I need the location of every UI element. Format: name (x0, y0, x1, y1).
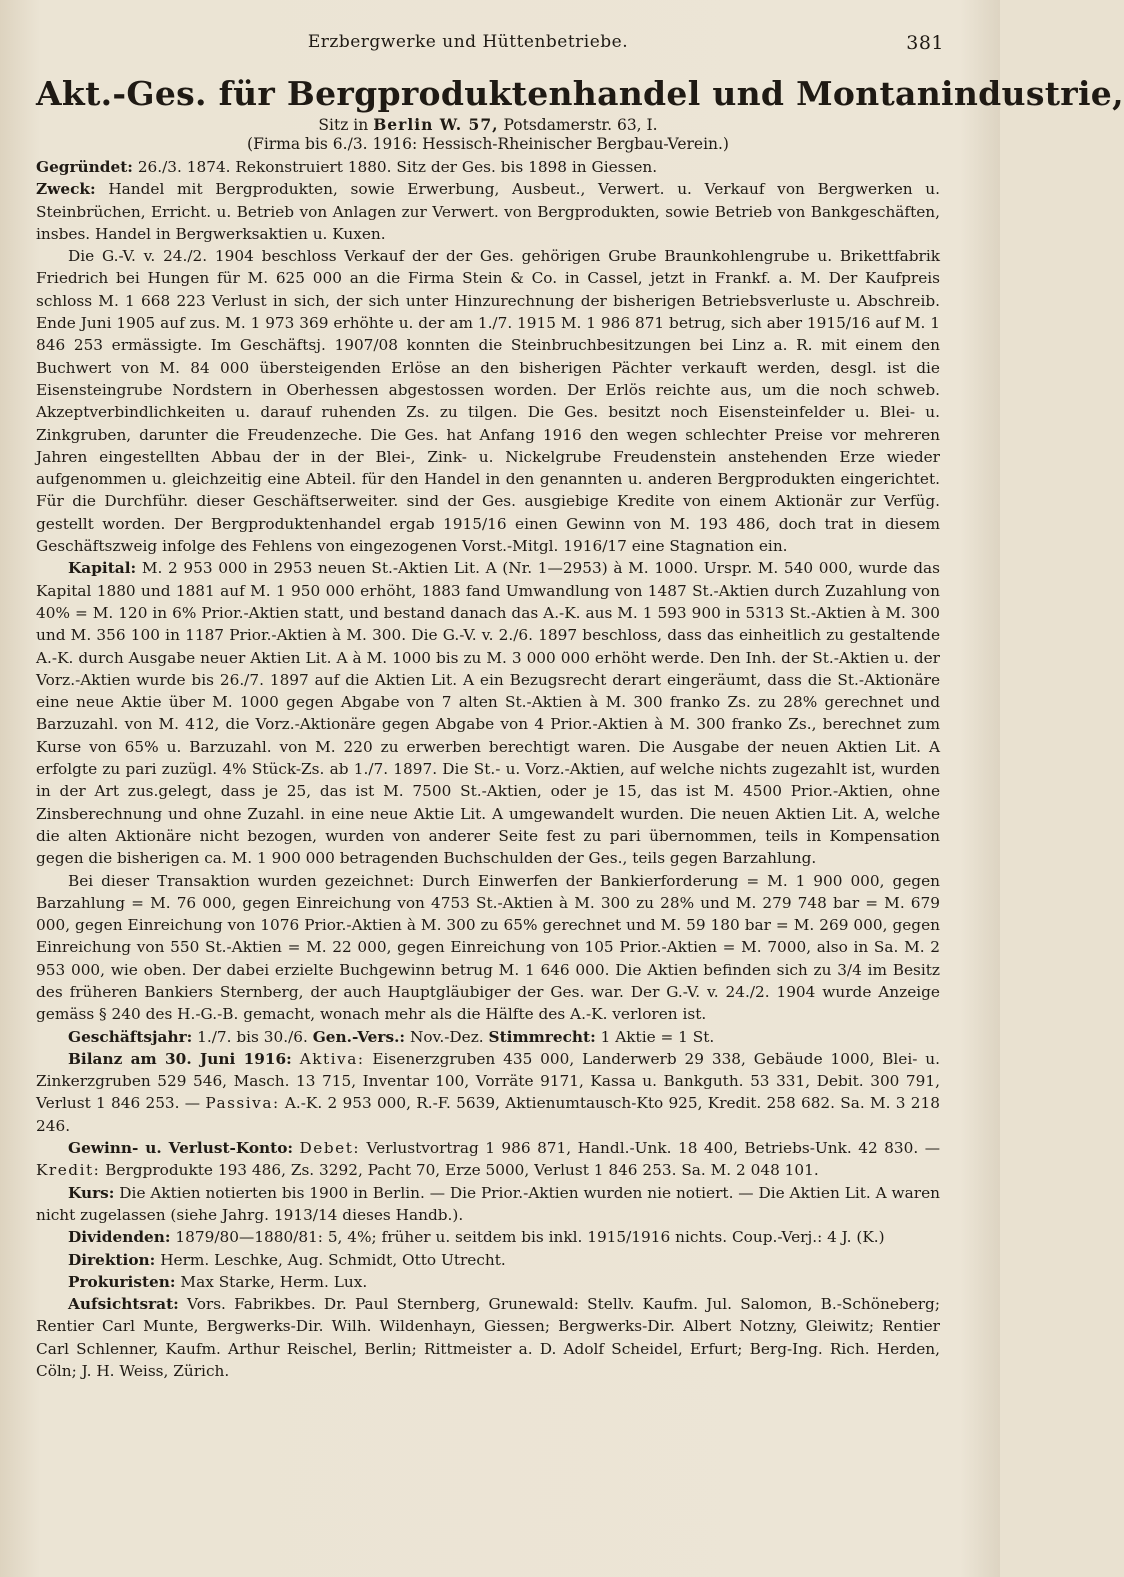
text-kredit: Bergprodukte 193 486, Zs. 3292, Pacht 70, Erze 5000, Verlust 1 846 253. Sa. M. 2 048 101. (105, 1161, 819, 1180)
paragraph-zweck (36, 178, 940, 245)
label-bilanz: Bilanz am 30. Juni 1916: (68, 1049, 292, 1068)
label-gegruendet: Gegründet: (36, 158, 133, 176)
label-guv: Gewinn- u. Verlust-Konto: (68, 1139, 294, 1158)
running-head: Erzbergwerke und Hüttenbetriebe. (307, 32, 629, 52)
paragraph-history: Die G.-V. v. 24./2. 1904 beschloss Verkauf der der Ges. gehörigen Grube Braunkohlengrube u. Brikettfabrik Friedrich bei Hungen für M. 625 000 an die Firma Stein & Co. in Cassel, jetzt in Frankf. a. M. Der Kaufpreis schloss M. 1 668 223 Verlust in sich, der sich unter Hinzurechnung der bisherigen Betriebsverluste u. Abschreib. Ende Juni 1905 auf zus. M. 1 973 369 erhöhte u. der am 1./7. 1915 M. 1 986 871 betrug, sich aber 1915/16 auf M. 1 846 253 ermässigte. Im Geschäftsj. 1907/08 konnten die Steinbruchbesitzungen bei Linz a. R. mit einem den Buchwert von M. 84 000 übersteigenden Erlöse an den bisherigen Pächter verkauft werden, desgl. ist die Eisensteingrube Nordstern in Oberhessen abgestossen worden. Der Erlös reichte aus, um die noch schweb. Akzeptverbindlichkeiten u. darauf ruhenden Zs. zu tilgen. Die Ges. besitzt noch Eisensteinfelder u. Blei- u. Zinkgruben, darunter die Freudenzeche. Die Ges. hat Anfang 1916 den wegen schlechter Preise vor mehreren Jahren eingestellten Abbau der in der Blei-, Zink- u. Nickelgrube Freudenstein anstehenden Erze wieder aufgenommen u. gleichzeitig eine Abteil. für den Handel in den genannten u. anderen Bergprodukten eingerichtet. Für die Durchführ. dieser Geschäftserweiter. sind der Ges. ausgiebige Kredite von einem Aktionär zur Verfüg. gestellt worden. Der Bergproduktenhandel ergab 1915/16 einen Gewinn von M. 193 486, doch trat in diesem Geschäftszweig infolge des Fehlens von eingezogenen Vorst.-Mitgl. 1916/17 eine Stagnation ein. (36, 247, 940, 556)
label-kapital: Kapital: (68, 559, 137, 578)
label-zweck: Zweck: (36, 180, 96, 199)
text-dividenden: 1879/80—1880/81: 5, 4%; früher u. seitdem bis inkl. 1915/1916 nichts. Coup.-Verj.: 4 J. (K.) (175, 1228, 885, 1247)
paragraph-bilanz (36, 1048, 940, 1137)
label-dividenden: Dividenden: (68, 1228, 171, 1247)
former-firm: (Firma bis 6./3. 1916: Hessisch-Rheinischer Bergbau-Verein.) (247, 135, 729, 153)
label-aufsichtsrat: Aufsichtsrat: (68, 1295, 179, 1314)
paragraph-guv (36, 1137, 940, 1182)
body-text (36, 156, 940, 1382)
paragraph-dividenden (36, 1226, 940, 1248)
company-seat (36, 115, 940, 135)
paragraph-direktion (36, 1249, 940, 1271)
label-kurs: Kurs: (68, 1183, 115, 1202)
label-passiva: Passiva: (205, 1094, 280, 1113)
paragraph-prokuristen (36, 1271, 940, 1293)
text-kurs: Die Aktien notierten bis 1900 in Berlin. — Die Prior.-Aktien wurden nie notiert. — Die Aktien Lit. A waren nicht zugelassen (siehe Jahrg. 1913/14 dieses Handb.). (36, 1183, 940, 1224)
paragraph-gegruendet (36, 156, 940, 178)
seat-prefix: Sitz in (318, 116, 369, 134)
paragraph-kapital (36, 557, 940, 869)
text-aufsichtsrat: Vors. Fabrikbes. Dr. Paul Sternberg, Grunewald: Stellv. Kaufm. Jul. Salomon, B.-Schöneberg; Rentier Carl Munte, Bergwerks-Dir. Wilh. Wildenhayn, Giessen; Bergwerks-Dir. Albert Notzny, Gleiwitz; Rentier Carl Schlenner, Kaufm. Arthur Reischel, Berlin; Rittmeister a. D. Adolf Scheidel, Erfurt; Berg-Ing. Rich. Herden, Cöln; J. H. Weiss, Zürich. (36, 1295, 940, 1381)
text-kapital: M. 2 953 000 in 2953 neuen St.-Aktien Lit. A (Nr. 1—2953) à M. 1000. Urspr. M. 540 000, wurde das Kapital 1880 und 1881 auf M. 1 950 000 erhöht, 1883 fand Umwandlung von 1487 St.-Aktien durch Zuzahlung von 40% = M. 120 in 6% Prior.-Aktien statt, und bestand danach das A.-K. aus M. 1 593 900 in 5313 St.-Aktien à M. 300 und M. 356 100 in 1187 Prior.-Aktien à M. 300. Die G.-V. v. 2./6. 1897 beschloss, dass das einheitlich zu gestaltende A.-K. durch Ausgabe neuer Aktien Lit. A à M. 1000 bis zu M. 3 000 000 erhöht werde. Den Inh. der St.-Aktien u. der Vorz.-Aktien wurde bis 26./7. 1897 auf die Aktien Lit. A ein Bezugsrecht derart eingeräumt, dass die St.-Aktionäre eine neue Aktie über M. 1000 gegen Abgabe von 7 alten St.-Aktien à M. 300 franko Zs. zu 28% gerechnet und Barzuzahl. von M. 412, die Vorz.-Aktionäre gegen Abgabe von 4 Prior.-Aktien à M. 300 franko Zs., berechnet zum Kurse von 65% u. Barzuzahl. von M. 220 zu erwerben berechtigt waren. Die Ausgabe der neuen Aktien Lit. A erfolgte zu pari zuzügl. 4% Stück-Zs. ab 1./7. 1897. Die St.- u. Vorz.-Aktien, auf welche nichts zugezahlt ist, wurden in der Art zus.gelegt, dass je 25, das ist M. 7500 St.-Aktien, oder je 15, das ist M. 4500 Prior.-Aktien, ohne Zinsberechnung und ohne Zuzahl. in eine neue Aktie Lit. A umgewandelt wurden. Die neuen Aktien Lit. A, welche die alten Aktionäre nicht bezogen, wurden von anderer Seite fest zu pari übernommen, teils in Kompensation gegen die bisherigen ca. M. 1 900 000 betragenden Buchschulden der Ges., teils gegen Barzahlung. (36, 559, 940, 868)
label-genvers: Gen.-Vers.: (312, 1027, 406, 1046)
text-prokuristen: Max Starke, Herm. Lux. (180, 1272, 368, 1291)
text-zweck: Handel mit Bergprodukten, sowie Erwerbung, Ausbeut., Verwert. u. Verkauf von Bergwerken u. Steinbrüchen, Erricht. u. Betrieb von Anlagen zur Verwert. von Bergprodukten, sowie Betrieb von Bankgeschäften, insbes. Handel in Bergwerksaktien u. Kuxen. (36, 180, 940, 243)
text-stimmrecht: 1 Aktie = 1 St. (600, 1027, 715, 1046)
seat-address: Potsdamerstr. 63, I. (503, 116, 658, 134)
text-debet: Verlustvortrag 1 986 871, Handl.-Unk. 18 400, Betriebs-Unk. 42 830. — (366, 1139, 940, 1158)
text-geschaeftsjahr: 1./7. bis 30./6. (197, 1027, 308, 1046)
label-direktion: Direktion: (68, 1250, 156, 1269)
label-prokuristen: Prokuristen: (68, 1272, 176, 1291)
label-aktiva: Aktiva: (299, 1049, 365, 1068)
paragraph-aufsichtsrat (36, 1293, 940, 1382)
label-stimmrecht: Stimmrecht: (488, 1027, 596, 1046)
label-geschaeftsjahr: Geschäftsjahr: (68, 1027, 193, 1046)
text-genvers: Nov.-Dez. (409, 1027, 484, 1046)
seat-city: Berlin W. 57, (373, 115, 499, 134)
text-gegruendet: 26./3. 1874. Rekonstruiert 1880. Sitz der Ges. bis 1898 in Giessen. (137, 158, 658, 176)
page-number: 381 (906, 32, 944, 54)
text-passiva: A.-K. 2 953 000, R.-F. 5639, Aktienumtausch-Kto 925, Kredit. 258 682. Sa. M. 3 218 246. (36, 1094, 940, 1135)
paragraph-geschaeftsjahr (36, 1026, 940, 1048)
text-direktion: Herm. Leschke, Aug. Schmidt, Otto Utrecht. (160, 1250, 506, 1269)
paragraph-kurs (36, 1182, 940, 1227)
page-header (36, 26, 944, 66)
label-kredit: Kredit: (36, 1161, 101, 1180)
label-debet: Debet: (299, 1139, 361, 1158)
paragraph-transaktion: Bei dieser Transaktion wurden gezeichnet: Durch Einwerfen der Bankierforderung = M. 1 900 000, gegen Barzahlung = M. 76 000, gegen Einreichung von 4753 St.-Aktien à M. 300 zu 28% und M. 279 748 bar = M. 679 000, gegen Einreichung von 1076 Prior.-Aktien à M. 300 zu 65% gerechnet und M. 59 180 bar = M. 269 000, gegen Einreichung von 550 St.-Aktien = M. 22 000, gegen Einreichung von 105 Prior.-Aktien = M. 7000, also in Sa. M. 2 953 000, wie oben. Der dabei erzielte Buchgewinn betrug M. 1 646 000. Die Aktien befinden sich zu 3/4 im Besitz des früheren Bankiers Sternberg, der auch Hauptgläubiger der Ges. war. Der G.-V. v. 24./2. 1904 wurde Anzeige gemäss § 240 des H.-G.-B. gemacht, wonach mehr als die Hälfte des A.-K. verloren ist. (36, 871, 940, 1024)
company-title: Akt.-Ges. für Bergproduktenhandel und Montanindustrie, (36, 74, 1124, 113)
text-aktiva: Eisenerzgruben 435 000, Landerwerb 29 338, Gebäude 1000, Blei- u. Zinkerzgruben 529 546, Masch. 13 715, Inventar 100, Vorräte 9171, Kassa u. Bankguth. 53 331, Debit. 300 791, Verlust 1 846 253. — (36, 1049, 941, 1113)
